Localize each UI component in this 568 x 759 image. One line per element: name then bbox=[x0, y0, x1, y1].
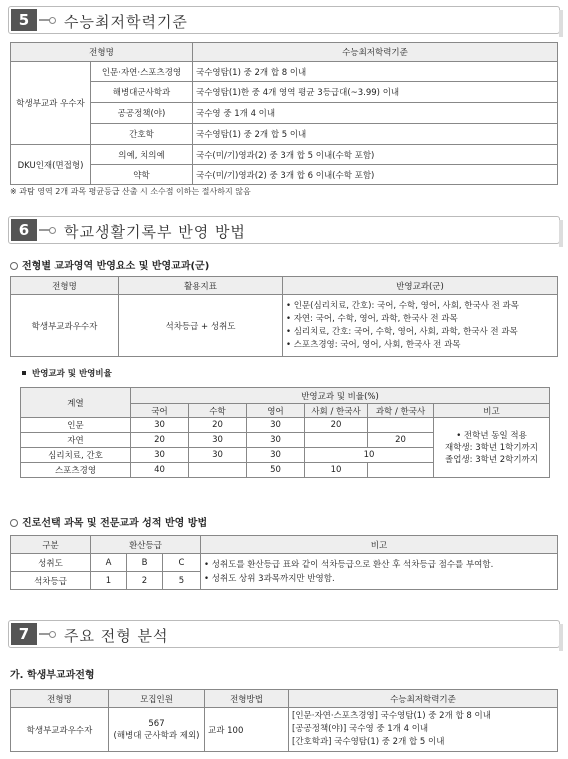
table-cell: 30 bbox=[247, 448, 305, 463]
subject-table bbox=[10, 276, 558, 357]
col-header: 비고 bbox=[434, 404, 550, 418]
remark-cell: • 전학년 동일 적용 재학생: 3학년 1학기까지 졸업생: 3학년 2학기까지 bbox=[434, 418, 550, 478]
table-cell: 30 bbox=[131, 418, 189, 433]
table-cell: 국수영탐(1) 중 2개 합 8 이내 bbox=[193, 62, 558, 82]
table-cell: 해병대군사학과 bbox=[91, 82, 193, 103]
col-header: 반영교과 및 비율(%) bbox=[131, 388, 550, 404]
col-header: 활용지표 bbox=[119, 277, 283, 295]
table-cell: 인문·자연·스포츠경영 bbox=[91, 62, 193, 82]
col-header: 국어 bbox=[131, 404, 189, 418]
section-5-header bbox=[8, 6, 560, 34]
table-cell: 1 bbox=[91, 572, 127, 590]
col-header: 비고 bbox=[201, 536, 558, 554]
table-cell: 학생부교과우수자 bbox=[11, 295, 119, 357]
table-cell: 성취도 bbox=[11, 554, 91, 572]
group-cell: 학생부교과 우수자 bbox=[11, 62, 91, 145]
bullet-dot-icon bbox=[49, 17, 56, 24]
table-cell: 스포츠경영 bbox=[21, 463, 131, 478]
col-header: 사회 / 한국사 bbox=[305, 404, 368, 418]
section-title: 학교생활기록부 반영 방법 bbox=[64, 223, 246, 241]
col-header: 계열 bbox=[21, 388, 131, 418]
col-header: 전형명 bbox=[11, 690, 109, 708]
table-cell: 20 bbox=[305, 418, 368, 433]
bullet-dot-icon bbox=[49, 227, 56, 234]
section-number: 7 bbox=[11, 623, 37, 645]
table-cell: 30 bbox=[131, 448, 189, 463]
conversion-table bbox=[10, 535, 558, 590]
subheading: 반영교과 및 반영비율 bbox=[22, 367, 112, 379]
col-header: 전형명 bbox=[11, 43, 193, 62]
ratio-table bbox=[20, 387, 550, 478]
table-cell: 약학 bbox=[91, 165, 193, 185]
table-cell bbox=[189, 463, 247, 478]
table-cell bbox=[368, 418, 434, 433]
table-cell: 공공정책(야) bbox=[91, 103, 193, 124]
table-cell: 20 bbox=[368, 433, 434, 448]
table-cell: 국수영탐(1) 중 2개 합 5 이내 bbox=[193, 124, 558, 145]
section-6-header bbox=[8, 216, 560, 244]
table-cell: 심리치료, 간호 bbox=[21, 448, 131, 463]
section-title: 주요 전형 분석 bbox=[64, 627, 169, 645]
table-cell: 40 bbox=[131, 463, 189, 478]
table-cell: 5 bbox=[163, 572, 201, 590]
table-cell: 20 bbox=[131, 433, 189, 448]
col-header: 전형명 bbox=[11, 277, 119, 295]
table-cell: 국수(미/기)영과(2) 중 3개 합 5 이내(수학 포함) bbox=[193, 145, 558, 165]
table-cell: 20 bbox=[189, 418, 247, 433]
col-header: 영어 bbox=[247, 404, 305, 418]
table-cell: 국수영 중 1개 4 이내 bbox=[193, 103, 558, 124]
table-cell: 10 bbox=[305, 463, 368, 478]
table-cell bbox=[368, 463, 434, 478]
criteria-cell: [인문·자연·스포츠경영] 국수영탐(1) 중 2개 합 8 이내 [공공정책(야)] 국수영 중 1개 4 이내 [간호학과] 국수영탐(1) 중 2개 합 5 이내 bbox=[289, 708, 558, 752]
footnote: ※ 과탐 영역 2개 과목 평균등급 산출 시 소수점 이하는 절사하지 않음 bbox=[10, 187, 251, 196]
section-title: 수능최저학력기준 bbox=[64, 13, 188, 31]
table-cell: 30 bbox=[189, 433, 247, 448]
subheading: 진로선택 과목 및 전문교과 성적 반영 방법 bbox=[10, 514, 207, 529]
col-header: 수학 bbox=[189, 404, 247, 418]
section-number: 5 bbox=[11, 9, 37, 31]
table-cell: 의예, 치의예 bbox=[91, 145, 193, 165]
square-bullet-icon bbox=[22, 371, 26, 375]
subject-list: • 인문(심리치료, 간호): 국어, 수학, 영어, 사회, 한국사 전 과목 • 자연: 국어, 수학, 영어, 과학, 한국사 전 과목 • 심리치료, 간호: 국어, 수학, 영어, 사회, 과학, 한국사 전 과목 • 스포츠경영: 국어, 영어, 사회, 한국사 전 과목 bbox=[283, 295, 558, 357]
table-cell: 자연 bbox=[21, 433, 131, 448]
col-header: 수능최저학력기준 bbox=[193, 43, 558, 62]
col-header: 전형방법 bbox=[205, 690, 289, 708]
table-cell: 10 bbox=[305, 448, 434, 463]
section-7-header bbox=[8, 620, 560, 648]
section-number: 6 bbox=[11, 219, 37, 241]
table-cell: 567 (해병대 군사학과 제외) bbox=[109, 708, 205, 752]
subheading: 가. 학생부교과전형 bbox=[10, 670, 95, 681]
table-cell: 국수(미/기)영과(2) 중 3개 합 6 이내(수학 포함) bbox=[193, 165, 558, 185]
table-cell: 인문 bbox=[21, 418, 131, 433]
min-score-table bbox=[10, 42, 558, 185]
bullet-dot-icon bbox=[49, 631, 56, 638]
col-header: 반영교과(군) bbox=[283, 277, 558, 295]
group-cell: DKU인재(면접형) bbox=[11, 145, 91, 185]
table-cell: 30 bbox=[247, 418, 305, 433]
table-cell: 50 bbox=[247, 463, 305, 478]
table-cell: 석차등급 bbox=[11, 572, 91, 590]
table-cell: 30 bbox=[247, 433, 305, 448]
table-cell: 30 bbox=[189, 448, 247, 463]
table-cell: 학생부교과우수자 bbox=[11, 708, 109, 752]
table-cell: A bbox=[91, 554, 127, 572]
col-header: 구분 bbox=[11, 536, 91, 554]
table-cell: 간호학 bbox=[91, 124, 193, 145]
col-header: 모집인원 bbox=[109, 690, 205, 708]
col-header: 환산등급 bbox=[91, 536, 201, 554]
table-cell: 2 bbox=[127, 572, 163, 590]
ring-bullet-icon bbox=[10, 519, 18, 527]
note-cell: • 성취도를 환산등급 표와 같이 석차등급으로 환산 후 석차등급 점수를 부여함. • 성취도 상위 3과목까지만 반영함. bbox=[201, 554, 558, 590]
table-cell: B bbox=[127, 554, 163, 572]
table-cell: 국수영탐(1)한 중 4개 영역 평균 3등급대(~3.99) 이내 bbox=[193, 82, 558, 103]
table-cell bbox=[305, 433, 368, 448]
table-cell: C bbox=[163, 554, 201, 572]
table-cell: 석차등급 + 성취도 bbox=[119, 295, 283, 357]
analysis-table bbox=[10, 689, 558, 752]
col-header: 과학 / 한국사 bbox=[368, 404, 434, 418]
ring-bullet-icon bbox=[10, 262, 18, 270]
col-header: 수능최저학력기준 bbox=[289, 690, 558, 708]
subheading: 전형별 교과영역 반영요소 및 반영교과(군) bbox=[10, 257, 209, 272]
table-cell: 교과 100 bbox=[205, 708, 289, 752]
